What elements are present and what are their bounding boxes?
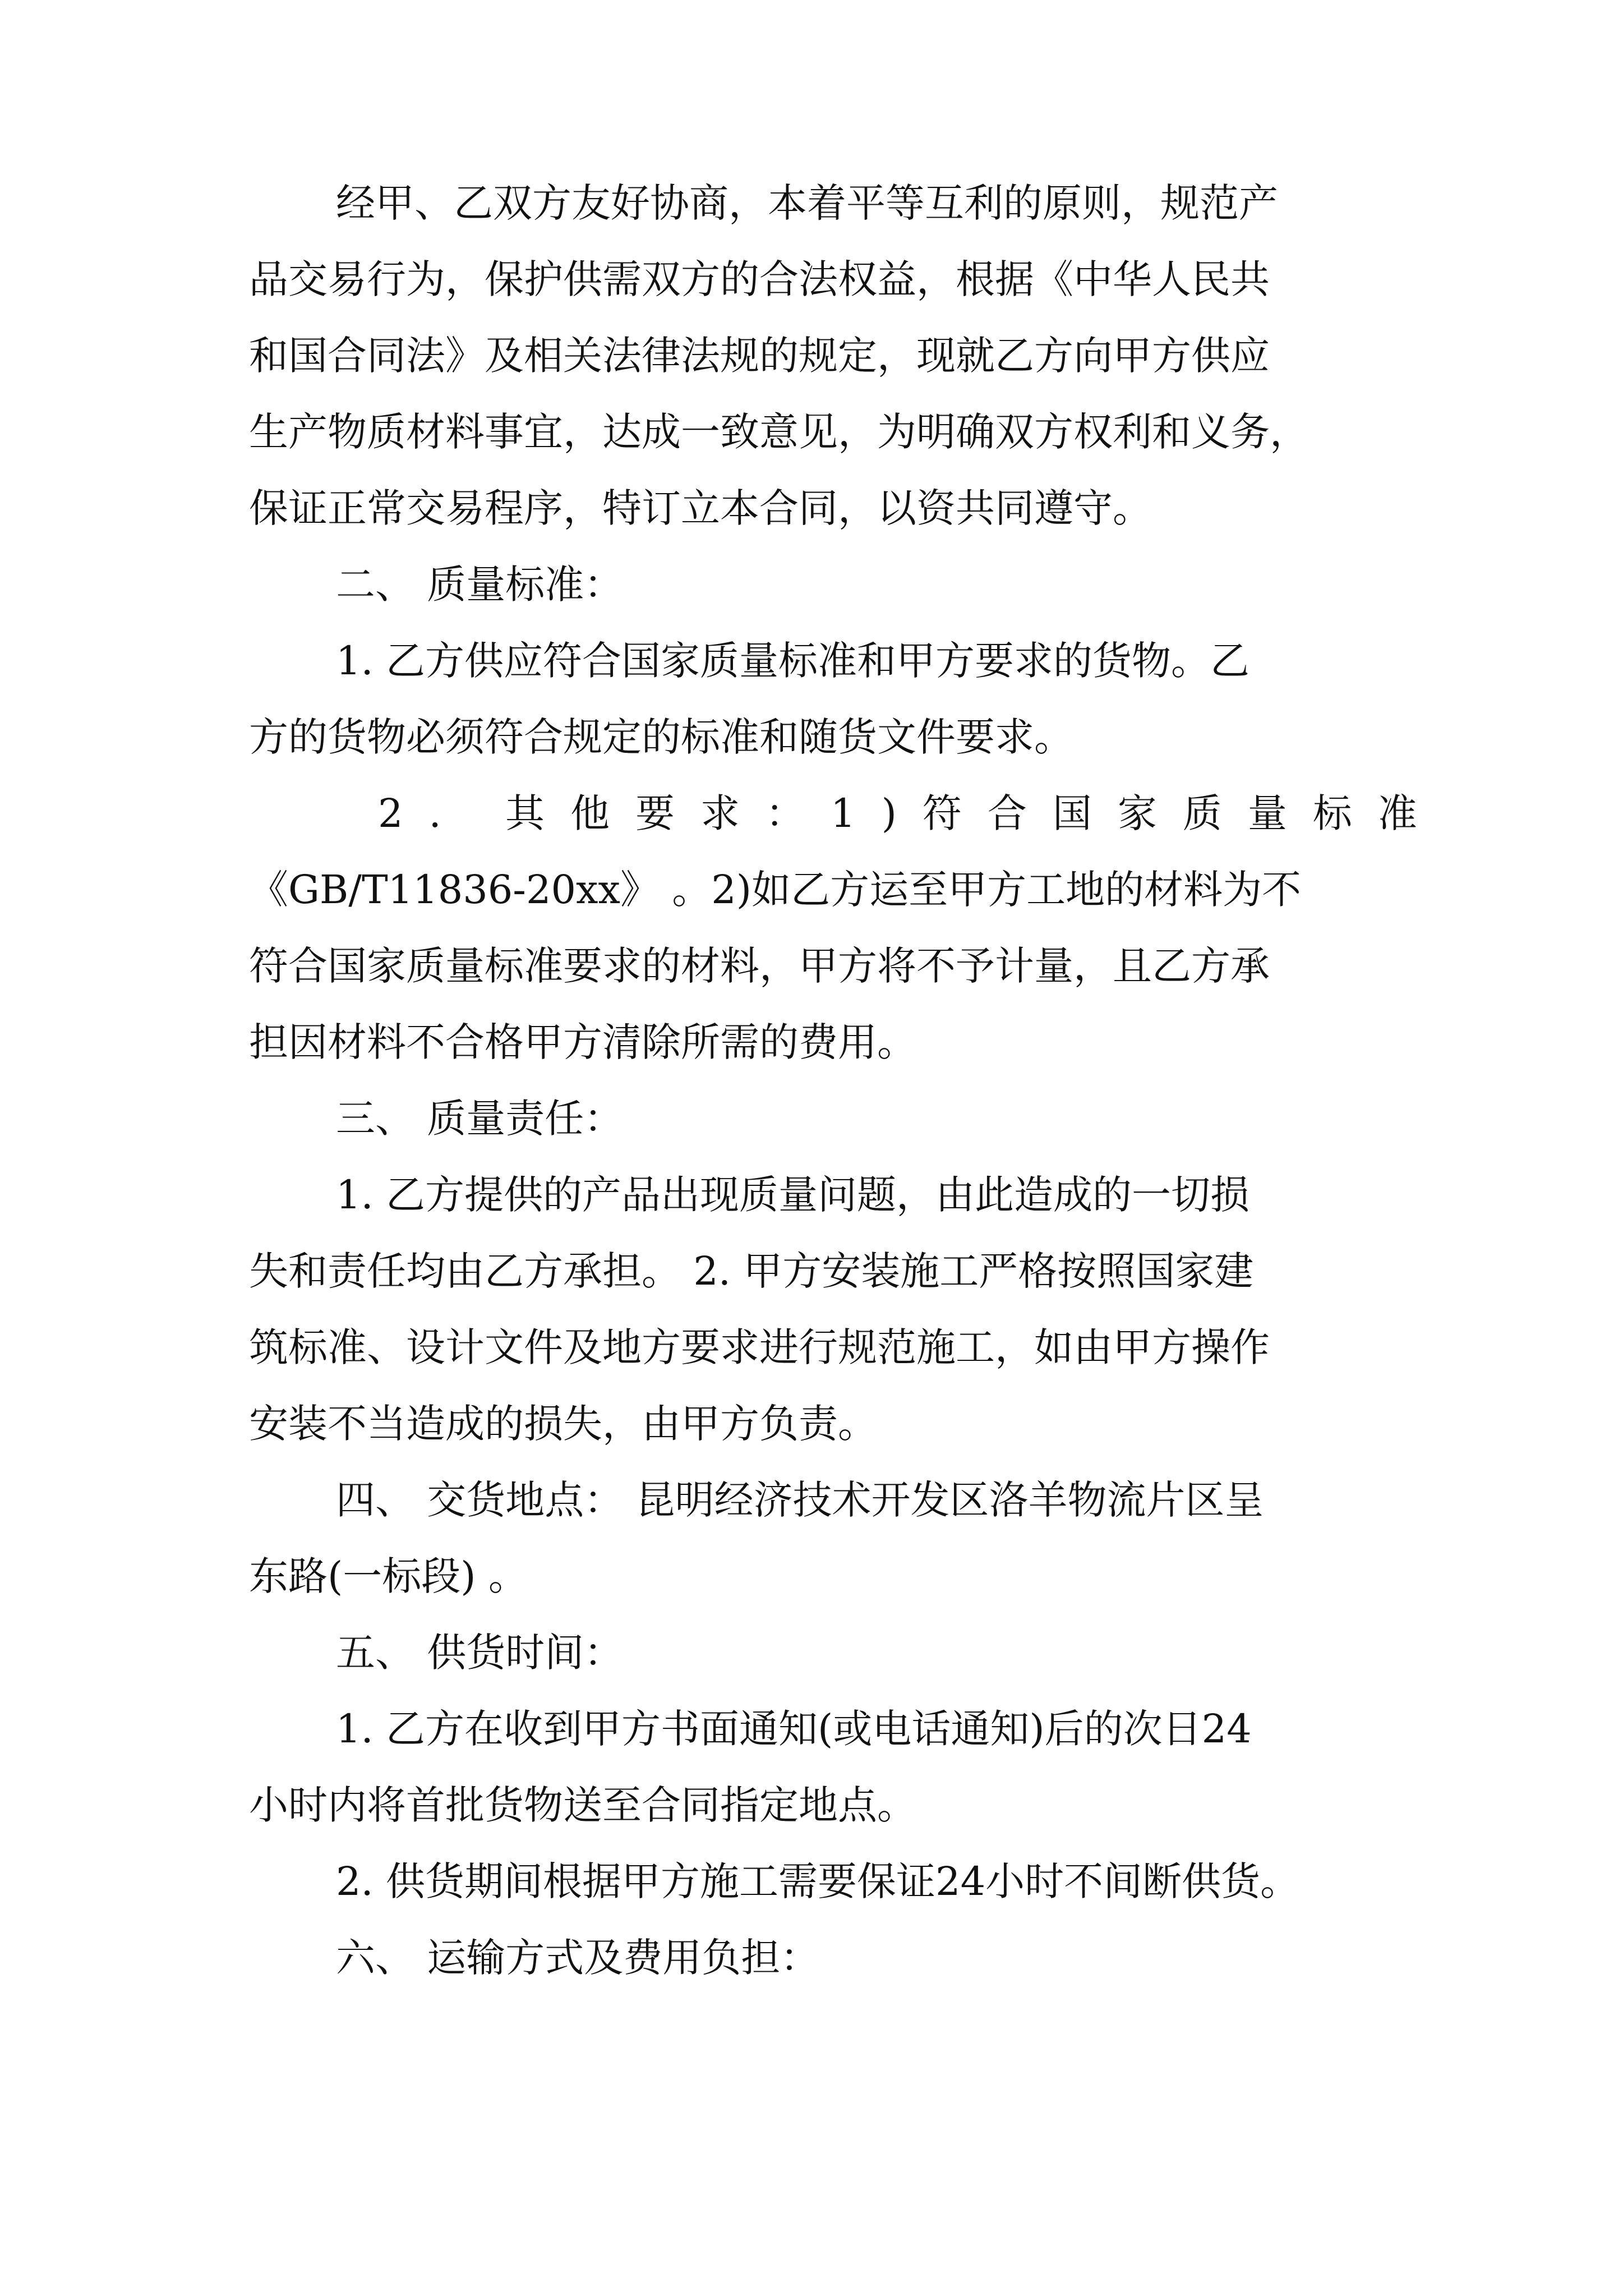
clause-2-1-line-2: 方的货物必须符合规定的标准和随货文件要求。 (249, 714, 1073, 760)
clause-3-line-4: 安装不当造成的损失，由甲方负责。 (249, 1401, 877, 1447)
paragraph-intro-line-4: 生产物质材料事宜，达成一致意见，为明确双方权利和义务， (249, 409, 1309, 455)
clause-3-line-3: 筑标准、设计文件及地方要求进行规范施工，如由甲方操作 (249, 1324, 1270, 1370)
paragraph-intro-line-5: 保证正常交易程序，特订立本合同，以资共同遵守。 (249, 485, 1152, 531)
clause-3-line-1: 1. 乙方提供的产品出现质量问题，由此造成的一切损 (336, 1172, 1250, 1218)
clause-2-1-line-1: 1. 乙方供应符合国家质量标准和甲方要求的货物。乙 (336, 638, 1250, 684)
clause-2-2-line-3: 符合国家质量标准要求的材料，甲方将不予计量，且乙方承 (249, 943, 1270, 989)
section-heading-quality-responsibility: 三、 质量责任： (336, 1096, 624, 1142)
paragraph-intro-line-1: 经甲、乙双方友好协商，本着平等互利的原则，规范产 (336, 180, 1278, 226)
clause-3-line-2: 失和责任均由乙方承担。 2. 甲方安装施工严格按照国家建 (249, 1248, 1254, 1294)
clause-2-2-line-2: 《GB/T11836-20xx》 。2)如乙方运至甲方工地的材料为不 (249, 867, 1302, 913)
clause-5-1-line-2: 小时内将首批货物送至合同指定地点。 (249, 1782, 916, 1828)
clause-5-2-line-1: 2. 供货期间根据甲方施工需要保证24小时不间断供货。 (336, 1858, 1300, 1904)
delivery-location-line-2: 东路(一标段) 。 (249, 1553, 528, 1599)
paragraph-intro-line-2: 品交易行为，保护供需双方的合法权益，根据《中华人民共 (249, 256, 1270, 302)
section-heading-supply-time: 五、 供货时间： (336, 1630, 624, 1676)
section-heading-transport-cost: 六、 运输方式及费用负担： (336, 1935, 820, 1981)
paragraph-intro-line-3: 和国合同法》及相关法律法规的规定，现就乙方向甲方供应 (249, 333, 1270, 379)
clause-2-2-line-4: 担因材料不合格甲方清除所需的费用。 (249, 1019, 916, 1065)
section-heading-quality-standard: 二、 质量标准： (336, 562, 624, 608)
clause-5-1-line-1: 1. 乙方在收到甲方书面通知(或电话通知)后的次日24 (336, 1706, 1252, 1752)
clause-2-2-line-1 (378, 786, 1443, 840)
section-heading-delivery-location: 四、 交货地点： 昆明经济技术开发区洛羊物流片区呈 (336, 1477, 1264, 1523)
clause-2-2-line-1-text: 2. 其他要求：1)符合国家质量标准 (378, 790, 1443, 836)
